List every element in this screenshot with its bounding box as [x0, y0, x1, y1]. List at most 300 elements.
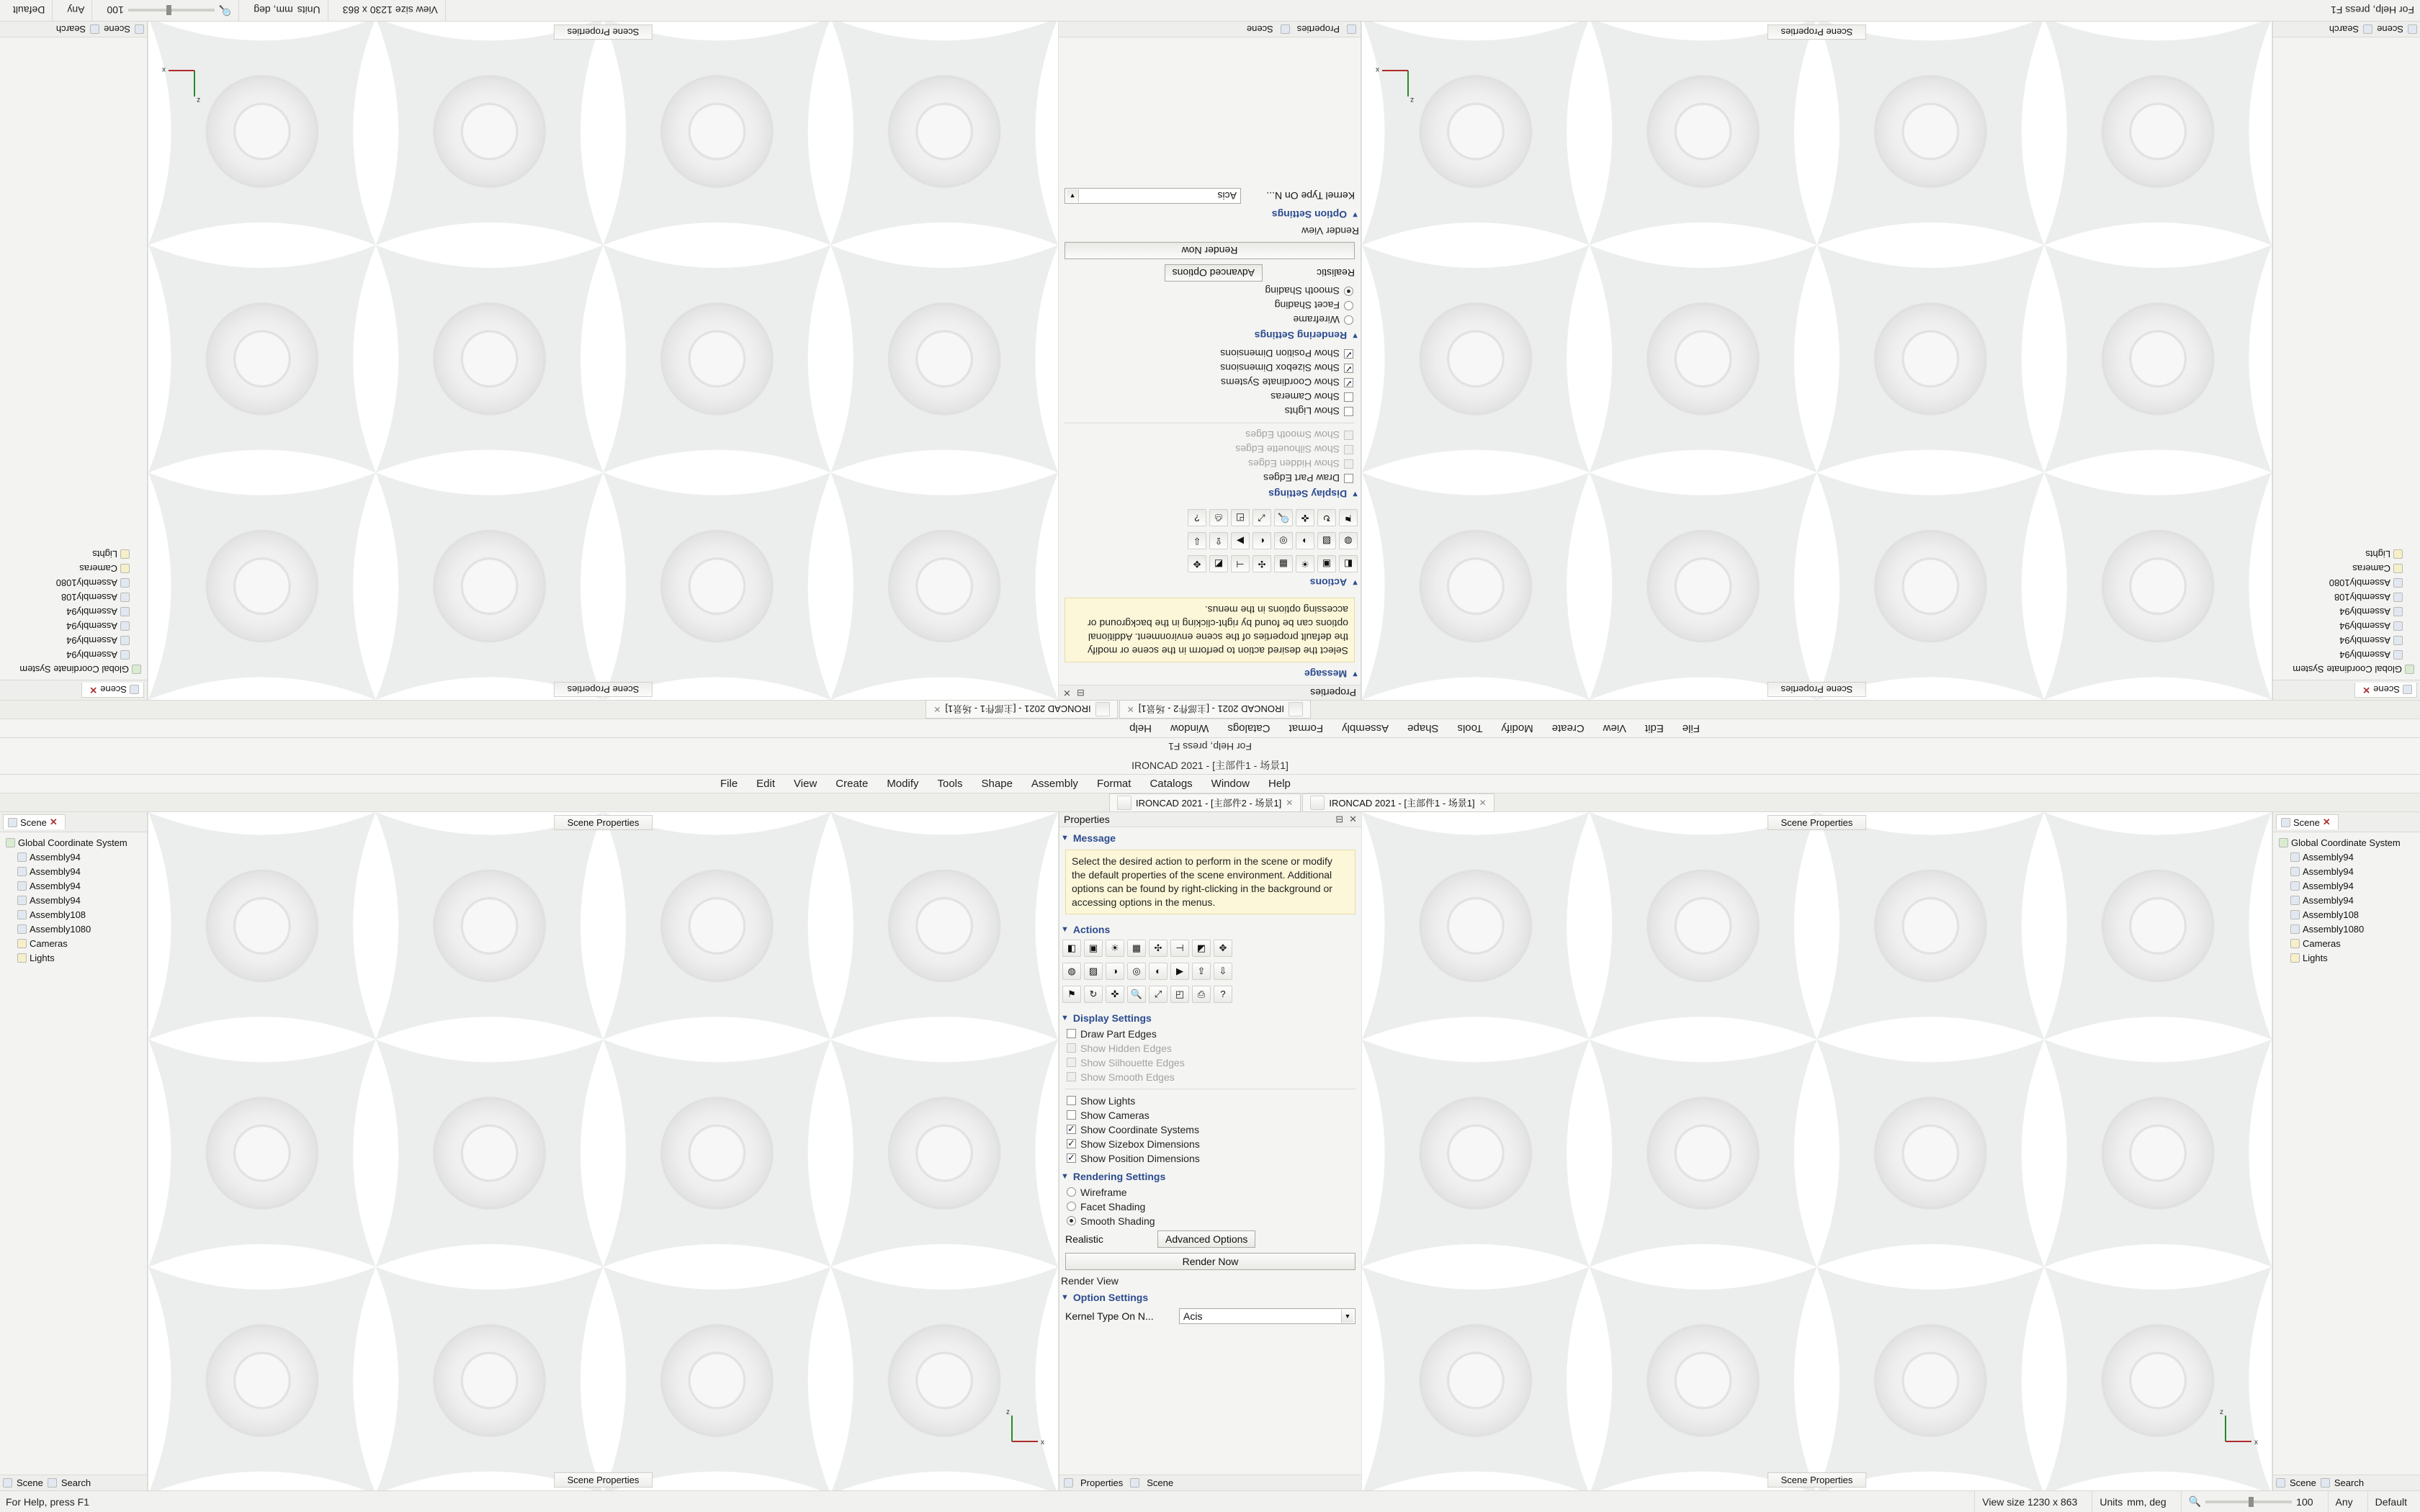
scene-tree[interactable]: [0, 832, 147, 1475]
section-header-actions[interactable]: [1061, 924, 1361, 935]
tree-item-assembly-3[interactable]: [2275, 878, 2419, 893]
tree-item-assembly-1[interactable]: [1, 648, 145, 662]
snap-icon[interactable]: ✣: [1149, 940, 1168, 957]
document-tab-1[interactable]: [1109, 793, 1301, 812]
checkbox-label: Show Sizebox Dimensions: [1220, 362, 1340, 374]
document-tab-1[interactable]: [1119, 701, 1311, 719]
ironcad-window-bottom[interactable]: [0, 756, 2420, 1512]
section-icon[interactable]: ◩: [1209, 555, 1228, 572]
render-now-button[interactable]: Render Now: [1065, 242, 1355, 259]
axis-triad-right: [2218, 1405, 2262, 1449]
pin-icon[interactable]: ⊟: [1076, 688, 1085, 698]
zoom-slider-knob[interactable]: [2249, 1497, 2254, 1507]
tree-item-assembly-1080[interactable]: [2275, 576, 2419, 590]
section-header-render-view[interactable]: [1059, 225, 1359, 237]
radio-icon[interactable]: [1344, 287, 1353, 296]
actions-icon-row-2[interactable]: [1059, 528, 1361, 551]
render-icon[interactable]: ◧: [1339, 555, 1358, 572]
section-header-render-view[interactable]: [1061, 1275, 1361, 1287]
menu-item-file[interactable]: File: [1682, 722, 1700, 734]
properties-title: Properties: [1310, 687, 1356, 698]
tree-item-global-coordinate-system[interactable]: [2275, 662, 2419, 677]
properties-footer-tabs[interactable]: [1059, 1475, 1361, 1490]
scene-panel-tabs[interactable]: [0, 812, 147, 832]
zoom-slider[interactable]: [128, 9, 215, 12]
properties-panel[interactable]: [1059, 812, 1361, 1490]
checkbox-icon[interactable]: [1344, 378, 1353, 387]
status-any-value: Any: [2335, 1495, 2353, 1508]
checkbox-icon[interactable]: [1067, 1153, 1076, 1163]
zoom-value: 100: [107, 4, 124, 17]
viewport-right[interactable]: [1361, 812, 2272, 1490]
checkbox-row-show-lights[interactable]: [1059, 1094, 1361, 1108]
pan-icon[interactable]: ✜: [1296, 509, 1314, 526]
pan-icon[interactable]: ✜: [1106, 986, 1124, 1003]
zoom-slider[interactable]: [2205, 1500, 2292, 1503]
menu-item-view[interactable]: View: [1603, 722, 1626, 734]
close-icon[interactable]: ✕: [1126, 704, 1134, 715]
status-zoom[interactable]: [99, 0, 239, 21]
status-units-value: mm, deg: [254, 4, 293, 17]
scene-properties-tab-top[interactable]: Scene Properties: [1767, 682, 1867, 697]
status-zoom[interactable]: [2181, 1491, 2321, 1512]
radio-row-wireframe[interactable]: [1059, 1185, 1361, 1200]
title-bar: [0, 737, 2420, 756]
menu-item-format[interactable]: Format: [1096, 778, 1131, 790]
checkbox-row-show-sizebox-dimensions[interactable]: [1059, 1137, 1361, 1151]
color-icon[interactable]: ◑: [1296, 532, 1314, 549]
checkbox-icon[interactable]: [1067, 1029, 1076, 1038]
menu-item-tools[interactable]: Tools: [937, 778, 963, 790]
menu-item-catalogs[interactable]: Catalogs: [1227, 722, 1270, 734]
orbit-icon[interactable]: ↻: [1084, 986, 1103, 1003]
menu-item-shape[interactable]: Shape: [1407, 722, 1439, 734]
tab-scene-right[interactable]: [2276, 814, 2339, 829]
scene-tree[interactable]: [2273, 37, 2420, 680]
close-icon[interactable]: ✕: [1286, 797, 1294, 808]
scene-panel-footer-right[interactable]: [2273, 1475, 2420, 1490]
tree-item-assembly-1080[interactable]: [1, 576, 145, 590]
actions-icon-row-3[interactable]: [1059, 505, 1361, 528]
chevron-down-icon: ▼: [1061, 1292, 1069, 1302]
document-tab-strip[interactable]: [0, 700, 2420, 719]
scene-tree-right[interactable]: [2273, 832, 2420, 1475]
tree-item-lights[interactable]: [2275, 547, 2419, 562]
document-tab-strip[interactable]: [0, 793, 2420, 812]
radio-icon[interactable]: [1067, 1202, 1076, 1211]
close-icon[interactable]: ✕: [2322, 816, 2331, 827]
section-title-display-settings: Display Settings: [1072, 1012, 1152, 1024]
actions-icon-row-3[interactable]: [1059, 984, 1361, 1007]
tree-item-label: Lights: [92, 549, 117, 560]
zoom-slider-knob[interactable]: [166, 6, 171, 16]
checkbox-row-show-coordinate-systems[interactable]: [1059, 375, 1361, 390]
section-header-display-settings[interactable]: [1061, 1012, 1361, 1024]
scene-browser-panel[interactable]: [0, 812, 148, 1490]
view-icon[interactable]: ◰: [1231, 509, 1250, 526]
tree-item-lights[interactable]: [1, 547, 145, 562]
tab-scene[interactable]: Scene: [1147, 1477, 1174, 1488]
chevron-down-icon: ▼: [1351, 331, 1359, 341]
scene-properties-tab-top[interactable]: Scene Properties: [554, 682, 653, 697]
menu-item-create[interactable]: Create: [835, 778, 869, 790]
import-icon[interactable]: ⇩: [1214, 963, 1232, 980]
actions-icon-row-1[interactable]: [1059, 551, 1361, 574]
section-header-message[interactable]: [1061, 832, 1361, 844]
checkbox-icon[interactable]: [1344, 392, 1353, 402]
tree-item-assembly-3[interactable]: [1, 619, 145, 634]
grid-icon[interactable]: ▦: [1274, 555, 1293, 572]
kernel-type-row[interactable]: [1059, 1306, 1361, 1326]
checkbox-row-show-lights[interactable]: [1059, 404, 1361, 418]
menu-item-view[interactable]: View: [794, 778, 817, 790]
render-quality-row[interactable]: [1059, 1228, 1361, 1250]
radio-icon[interactable]: [1344, 301, 1353, 310]
footer-tab-scene[interactable]: Scene: [17, 1477, 43, 1488]
menu-item-catalogs[interactable]: Catalogs: [1150, 778, 1193, 790]
checkbox-row-show-position-dimensions[interactable]: [1059, 1151, 1361, 1166]
checkbox-icon[interactable]: [1067, 1096, 1076, 1105]
tree-item-assembly-4[interactable]: [1, 605, 145, 619]
footer-tab-search[interactable]: Search: [55, 24, 86, 35]
measure-icon[interactable]: ⊣: [1231, 555, 1250, 572]
export-icon[interactable]: ⇪: [1192, 963, 1211, 980]
scene-browser-panel-right[interactable]: [2272, 812, 2420, 1490]
tree-item-global-coordinate-system[interactable]: [2275, 835, 2419, 850]
kernel-type-select[interactable]: [1179, 1308, 1355, 1324]
menu-item-file[interactable]: File: [720, 778, 738, 790]
tree-item-assembly-1080[interactable]: [1, 922, 145, 936]
fit-icon[interactable]: ⤢: [1149, 986, 1168, 1003]
animate-icon[interactable]: ▶: [1170, 963, 1189, 980]
checkbox-row-show-sizebox-dimensions[interactable]: [1059, 361, 1361, 375]
render-quality-row[interactable]: [1059, 262, 1361, 284]
tree-item-assembly-1080[interactable]: [2275, 922, 2419, 936]
section-title-rendering-settings: Rendering Settings: [1254, 330, 1348, 342]
kernel-type-row[interactable]: [1059, 186, 1361, 206]
menu-item-format[interactable]: Format: [1289, 722, 1324, 734]
svg-text:x: x: [1376, 66, 1379, 73]
tree-item-assembly-108[interactable]: [2275, 907, 2419, 922]
checkbox-row-show-position-dimensions[interactable]: [1059, 346, 1361, 361]
checkbox-row-draw-part-edges[interactable]: [1059, 471, 1361, 485]
viewport-right[interactable]: [148, 22, 1059, 700]
measure-icon[interactable]: ⊣: [1170, 940, 1189, 957]
section-header-display-settings[interactable]: [1059, 488, 1359, 500]
checkbox-label: Show Cameras: [1080, 1109, 1150, 1121]
close-icon[interactable]: ✕: [1349, 814, 1357, 824]
light-icon[interactable]: ☀: [1106, 940, 1124, 957]
tree-item-assembly-4[interactable]: [2275, 893, 2419, 907]
scene-properties-tab-bottom[interactable]: Scene Properties: [1767, 1472, 1867, 1488]
chevron-down-icon[interactable]: ▼: [1067, 189, 1079, 202]
footer-tab-search[interactable]: Search: [60, 1477, 91, 1488]
tab-scene[interactable]: [2354, 683, 2417, 698]
tree-item-assembly-1[interactable]: [2275, 850, 2419, 864]
tree-item-label: Assembly108: [2334, 592, 2390, 603]
snap-icon[interactable]: ✣: [1252, 555, 1271, 572]
camera-icon: [2290, 939, 2300, 948]
texture-icon[interactable]: ▨: [1084, 963, 1103, 980]
tree-item-assembly-1[interactable]: [1, 850, 145, 864]
animate-icon[interactable]: ▶: [1231, 532, 1250, 549]
scene-browser-panel[interactable]: [2272, 22, 2420, 700]
checkbox-label: Show Silhouette Edges: [1235, 444, 1340, 456]
checkbox-row-show-smooth-edges: [1059, 1070, 1361, 1084]
tab-properties[interactable]: Properties: [1080, 1477, 1124, 1488]
status-any[interactable]: [60, 0, 92, 21]
texture-icon[interactable]: ▨: [1317, 532, 1336, 549]
window-title: For Help, press F1: [1168, 741, 1252, 753]
scene-icon: [2281, 818, 2290, 827]
checkbox-icon[interactable]: [1067, 1125, 1076, 1134]
render-icon[interactable]: ◧: [1062, 940, 1081, 957]
tree-item-assembly-108[interactable]: [1, 590, 145, 605]
menu-bar[interactable]: [0, 719, 2420, 737]
radio-row-smooth-shading[interactable]: [1059, 284, 1361, 298]
menu-item-create[interactable]: Create: [1551, 722, 1585, 734]
tab-scene[interactable]: [3, 814, 66, 829]
tree-item-assembly-4[interactable]: [1, 893, 145, 907]
footer-tab-scene[interactable]: Scene: [104, 24, 130, 35]
close-icon[interactable]: ✕: [1479, 797, 1487, 808]
menu-item-modify[interactable]: Modify: [887, 778, 919, 790]
render-view-label: Render View: [1301, 225, 1359, 238]
grid-icon[interactable]: ▦: [1127, 940, 1146, 957]
zoom-icon[interactable]: 🔍: [1274, 509, 1293, 526]
footer-tab-search[interactable]: Search: [2329, 24, 2360, 35]
checkbox-icon[interactable]: [1344, 407, 1353, 416]
section-header-actions[interactable]: [1059, 577, 1359, 588]
radio-icon[interactable]: [1067, 1187, 1076, 1197]
section-header-rendering-settings[interactable]: [1061, 1171, 1361, 1182]
pin-icon[interactable]: ⊟: [1335, 814, 1344, 824]
assembly-icon: [2393, 579, 2403, 588]
tree-item-cameras[interactable]: [1, 562, 145, 576]
chevron-down-icon: ▼: [1061, 834, 1069, 842]
checkbox-row-show-cameras[interactable]: [1059, 390, 1361, 404]
menu-item-window[interactable]: Window: [1170, 722, 1209, 734]
menu-bar[interactable]: [0, 775, 2420, 793]
properties-content[interactable]: [1059, 37, 1361, 685]
menu-item-help[interactable]: Help: [1129, 722, 1152, 734]
zoom-icon[interactable]: 🔍: [2188, 1495, 2202, 1507]
radio-row-smooth-shading[interactable]: [1059, 1214, 1361, 1228]
tree-item-lights[interactable]: [2275, 950, 2419, 965]
explode-icon[interactable]: ✥: [1188, 555, 1206, 572]
tree-item-assembly-108[interactable]: [2275, 590, 2419, 605]
close-icon[interactable]: ✕: [89, 685, 98, 696]
scene-icon: [2403, 685, 2412, 695]
env-icon[interactable]: ◎: [1127, 963, 1146, 980]
tree-item-lights[interactable]: [1, 950, 145, 965]
walk-icon[interactable]: ⚑: [1339, 509, 1358, 526]
tree-item-label: Assembly94: [2339, 635, 2390, 647]
tree-item-assembly-3[interactable]: [1, 878, 145, 893]
render-now-button[interactable]: Render Now: [1065, 1253, 1355, 1270]
status-style[interactable]: [6, 0, 53, 21]
actions-icon-row-2[interactable]: [1059, 961, 1361, 984]
help-icon[interactable]: ?: [1188, 509, 1206, 526]
help-icon[interactable]: ?: [1214, 986, 1232, 1003]
menu-item-tools[interactable]: Tools: [1457, 722, 1483, 734]
kernel-type-select[interactable]: [1065, 188, 1241, 204]
shadow-icon[interactable]: ◐: [1252, 532, 1271, 549]
view-icon[interactable]: ◰: [1170, 986, 1189, 1003]
zoom-icon[interactable]: 🔍: [218, 5, 232, 17]
footer-tab-scene[interactable]: Scene: [2377, 24, 2403, 35]
section-header-option-settings[interactable]: [1061, 1292, 1361, 1303]
footer-tab-search[interactable]: Search: [2334, 1477, 2365, 1488]
tree-item-label: Cameras: [79, 563, 117, 575]
print-icon[interactable]: ⎙: [1192, 986, 1211, 1003]
assembly-icon: [17, 852, 27, 862]
tree-item-assembly-1[interactable]: [2275, 648, 2419, 662]
orbit-icon[interactable]: ↻: [1317, 509, 1336, 526]
tree-item-assembly-108[interactable]: [1, 907, 145, 922]
scene-properties-tab-bottom[interactable]: Scene Properties: [554, 24, 653, 40]
assembly-icon: [120, 593, 130, 603]
scene-icon: [130, 685, 139, 695]
checkbox-row-show-hidden-edges: [1059, 1041, 1361, 1056]
menu-item-edit[interactable]: Edit: [1644, 722, 1664, 734]
checkbox-icon[interactable]: [1067, 1139, 1076, 1148]
actions-icon-row-1[interactable]: [1059, 938, 1361, 961]
menu-item-assembly[interactable]: Assembly: [1342, 722, 1389, 734]
menu-item-edit[interactable]: Edit: [756, 778, 776, 790]
tab-properties[interactable]: Properties: [1296, 24, 1340, 35]
camera-icon[interactable]: ▣: [1084, 940, 1103, 957]
radio-icon[interactable]: [1344, 315, 1353, 325]
scene-panel-footer-right[interactable]: [0, 22, 147, 37]
viewport-left[interactable]: [148, 812, 1059, 1490]
chevron-down-icon: ▼: [1061, 924, 1069, 934]
advanced-options-button[interactable]: Advanced Options: [1157, 1230, 1255, 1248]
scene-properties-tab-bottom[interactable]: Scene Properties: [554, 1472, 653, 1488]
radio-icon[interactable]: [1067, 1216, 1076, 1225]
light-icon: [17, 953, 27, 963]
tree-item-assembly-2[interactable]: [2275, 634, 2419, 648]
tree-item-assembly-4[interactable]: [2275, 605, 2419, 619]
light-icon[interactable]: ☀: [1296, 555, 1314, 572]
footer-tab-scene[interactable]: Scene: [2290, 1477, 2316, 1488]
status-units[interactable]: [246, 0, 328, 21]
message-section: [1059, 847, 1361, 919]
advanced-options-button[interactable]: Advanced Options: [1165, 264, 1263, 282]
tab-scene-label: Scene: [100, 684, 127, 696]
close-icon[interactable]: ✕: [933, 704, 941, 715]
tree-item-assembly-2[interactable]: [1, 634, 145, 648]
section-icon[interactable]: ◩: [1192, 940, 1211, 957]
import-icon[interactable]: ⇩: [1188, 532, 1206, 549]
checkbox-icon[interactable]: [1067, 1110, 1076, 1120]
chevron-down-icon[interactable]: ▼: [1341, 1310, 1353, 1323]
svg-text:x: x: [2254, 1439, 2258, 1446]
zoom-icon[interactable]: 🔍: [1127, 986, 1146, 1003]
tree-item-assembly-2[interactable]: [2275, 864, 2419, 878]
radio-row-wireframe[interactable]: [1059, 312, 1361, 327]
svg-text:z: z: [2220, 1408, 2223, 1416]
scene-tree-right[interactable]: [0, 37, 147, 680]
walk-icon[interactable]: ⚑: [1062, 986, 1081, 1003]
document-tab-2[interactable]: [926, 701, 1117, 719]
scene-panel-tabs-right[interactable]: [0, 680, 147, 700]
properties-content[interactable]: [1059, 827, 1361, 1475]
tree-item-cameras[interactable]: [1, 936, 145, 950]
color-icon[interactable]: ◑: [1106, 963, 1124, 980]
checkbox-icon[interactable]: [1344, 474, 1353, 483]
checkbox-icon[interactable]: [1344, 349, 1353, 359]
material-icon[interactable]: ◍: [1339, 532, 1358, 549]
print-icon[interactable]: ⎙: [1209, 509, 1228, 526]
status-any[interactable]: [2328, 1491, 2360, 1512]
camera-icon: [120, 564, 130, 574]
tree-item-cameras[interactable]: [2275, 562, 2419, 576]
menu-item-modify[interactable]: Modify: [1501, 722, 1533, 734]
checkbox-label: Show Sizebox Dimensions: [1080, 1138, 1200, 1150]
tree-item-global-coordinate-system[interactable]: [1, 662, 145, 677]
viewport-left[interactable]: [1361, 22, 2272, 700]
scene-panel-tabs-right[interactable]: [2273, 812, 2420, 832]
status-units[interactable]: [2092, 1491, 2173, 1512]
export-icon[interactable]: ⇪: [1209, 532, 1228, 549]
scene-panel-footer[interactable]: [0, 1475, 147, 1490]
radio-row-facet-shading[interactable]: [1059, 298, 1361, 312]
scene-browser-panel-right[interactable]: [0, 22, 148, 700]
document-tab-label: IRONCAD 2021 - [主部件1 - 场景1]: [1329, 798, 1475, 809]
radio-row-facet-shading[interactable]: [1059, 1200, 1361, 1214]
section-header-message[interactable]: [1059, 668, 1359, 680]
checkbox-icon[interactable]: [1344, 364, 1353, 373]
scene-properties-tab-top[interactable]: Scene Properties: [554, 815, 653, 830]
tab-scene-right[interactable]: [81, 683, 144, 698]
section-header-option-settings[interactable]: [1059, 209, 1359, 220]
shadow-icon[interactable]: ◐: [1149, 963, 1168, 980]
document-tab-2[interactable]: [1302, 793, 1494, 812]
tab-scene[interactable]: Scene: [1246, 24, 1273, 35]
material-icon[interactable]: ◍: [1062, 963, 1081, 980]
tree-item-assembly-3[interactable]: [2275, 619, 2419, 634]
explode-icon[interactable]: ✥: [1214, 940, 1232, 957]
fit-icon[interactable]: ⤢: [1252, 509, 1271, 526]
properties-panel[interactable]: [1059, 22, 1361, 700]
camera-icon[interactable]: ▣: [1317, 555, 1336, 572]
checkbox-row-draw-part-edges[interactable]: [1059, 1027, 1361, 1041]
scene-properties-tab-bottom[interactable]: Scene Properties: [1767, 24, 1867, 40]
checkbox-row-show-smooth-edges: [1059, 428, 1361, 442]
scene-properties-tab-top[interactable]: Scene Properties: [1767, 815, 1867, 830]
tree-item-cameras[interactable]: [2275, 936, 2419, 950]
properties-footer-tabs[interactable]: [1059, 22, 1361, 37]
message-text: Select the desired action to perform in the scene or modify the default properties of the scene environment. Additional options can be found by right-clicking in the background or accessing options in the menus.: [1065, 850, 1355, 914]
section-header-rendering-settings[interactable]: [1059, 330, 1359, 341]
checkbox-row-show-coordinate-systems[interactable]: [1059, 1122, 1361, 1137]
checkbox-row-show-cameras[interactable]: [1059, 1108, 1361, 1122]
close-icon[interactable]: ✕: [1063, 688, 1071, 698]
scene-panel-footer[interactable]: [2273, 22, 2420, 37]
status-style[interactable]: [2367, 1491, 2414, 1512]
menu-item-window[interactable]: Window: [1211, 778, 1250, 790]
menu-item-help[interactable]: Help: [1268, 778, 1291, 790]
scene-panel-tabs[interactable]: [2273, 680, 2420, 700]
env-icon[interactable]: ◎: [1274, 532, 1293, 549]
close-icon[interactable]: ✕: [49, 816, 58, 827]
menu-item-assembly[interactable]: Assembly: [1031, 778, 1078, 790]
close-icon[interactable]: ✕: [2362, 685, 2371, 696]
tree-item-global-coordinate-system[interactable]: [1, 835, 145, 850]
menu-item-shape[interactable]: Shape: [981, 778, 1013, 790]
tree-item-assembly-2[interactable]: [1, 864, 145, 878]
